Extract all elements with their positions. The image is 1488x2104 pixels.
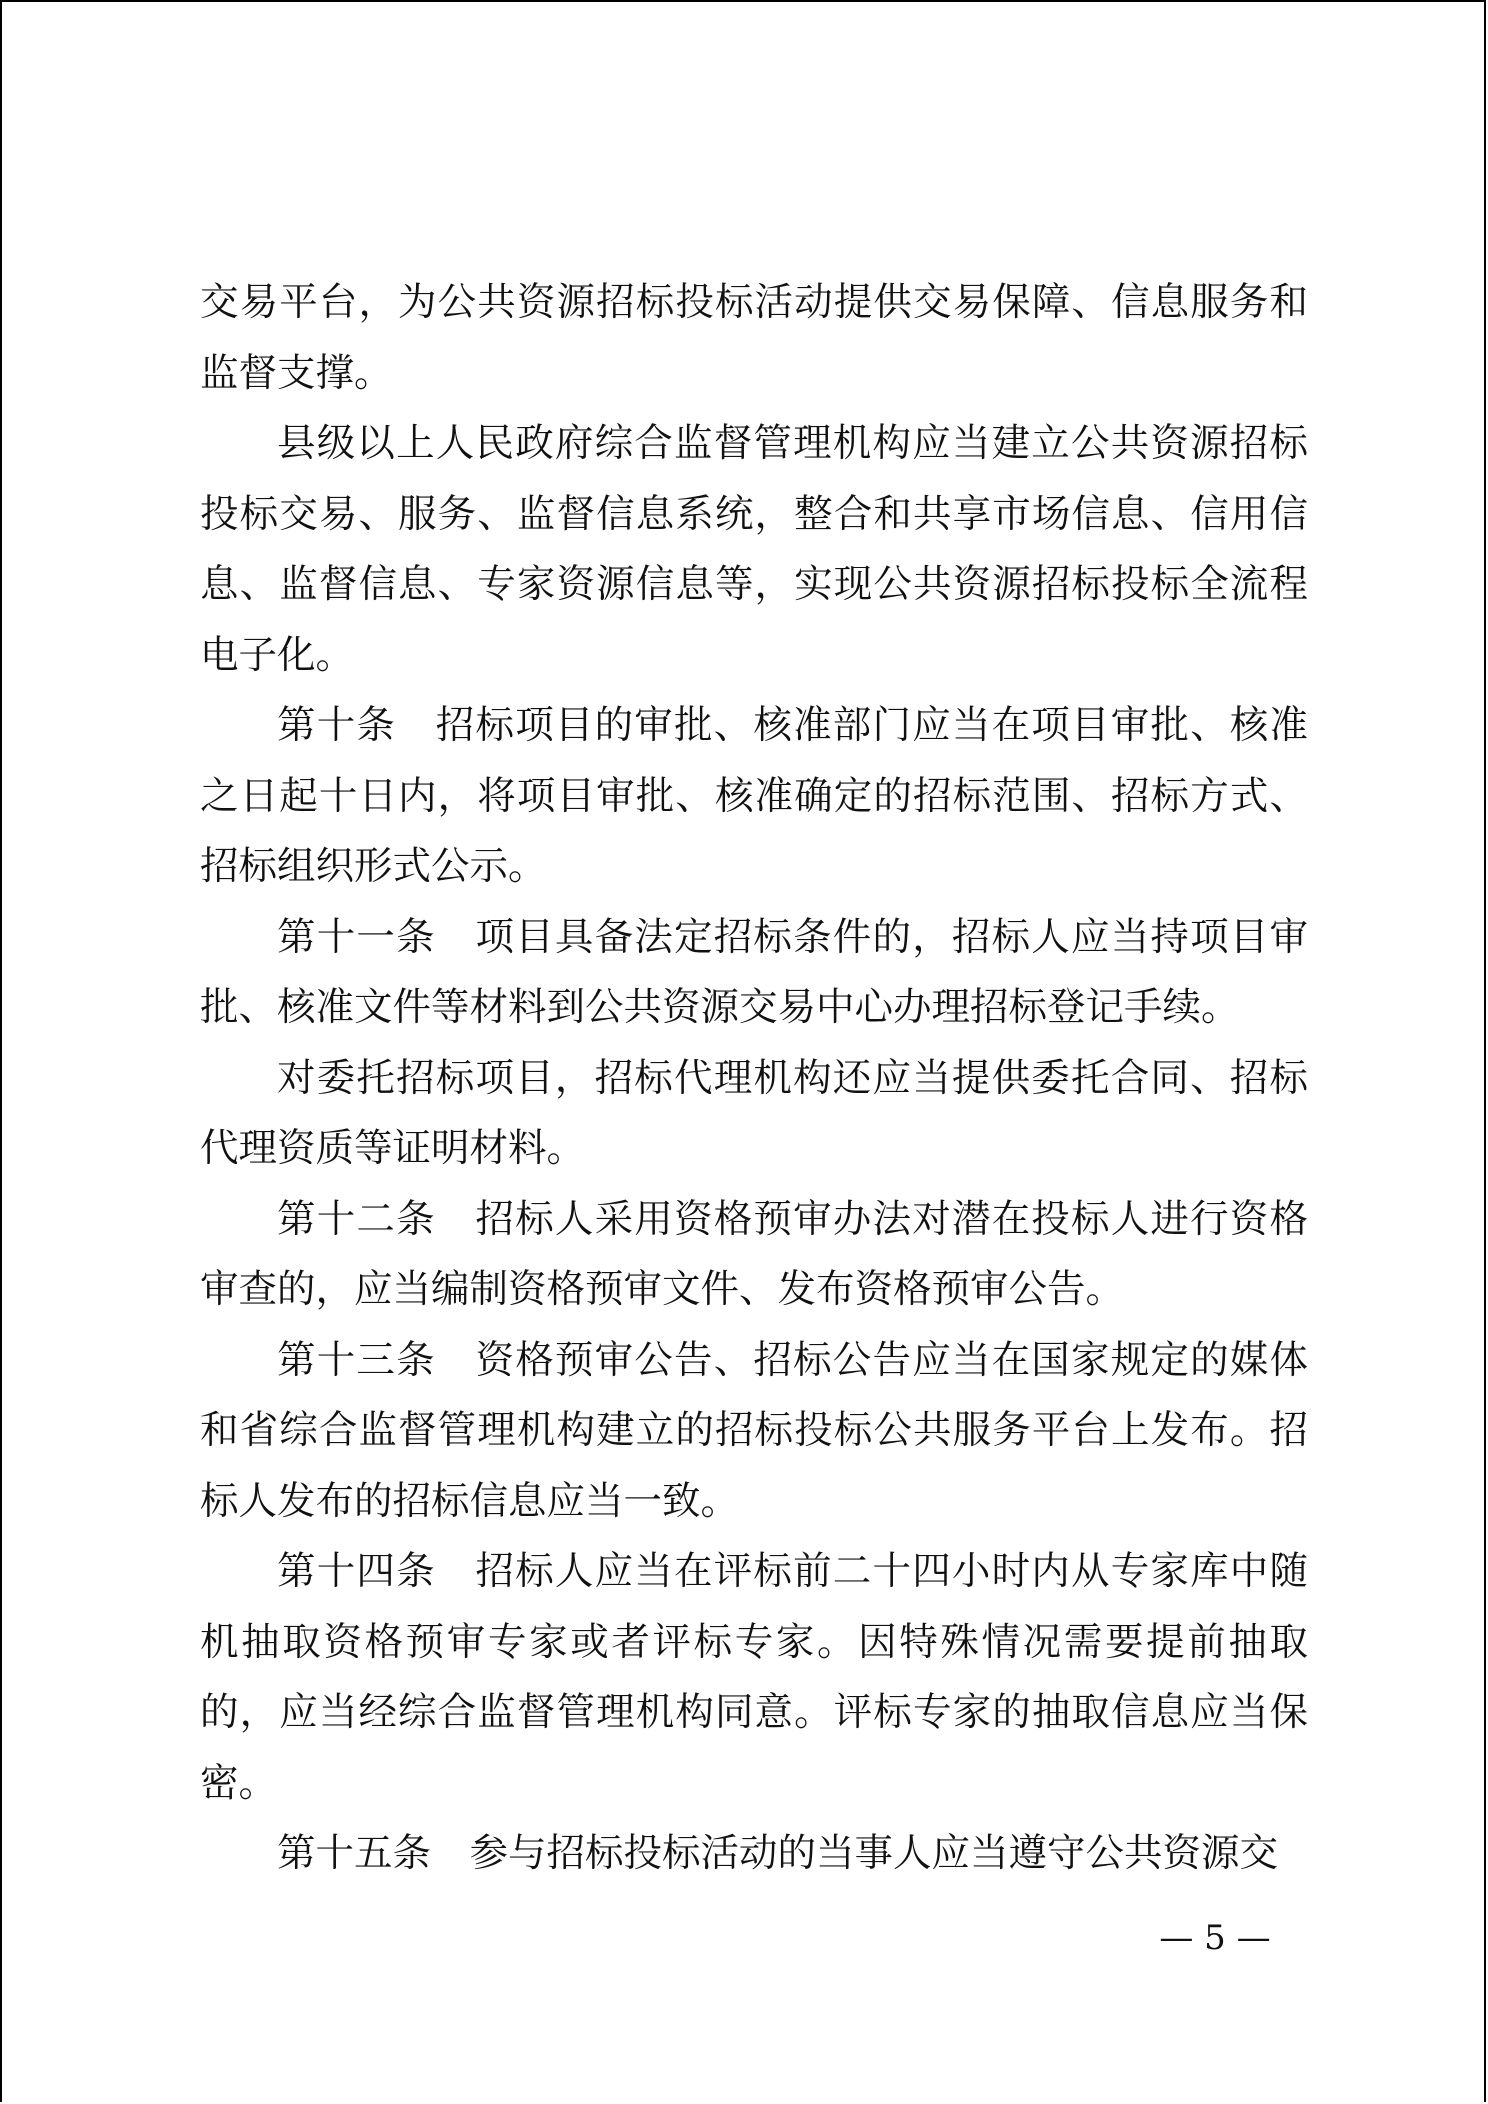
paragraph-article-11: 第十一条 项目具备法定招标条件的，招标人应当持项目审批、核准文件等材料到公共资源交易中心办理招标登记手续。	[200, 914, 1308, 1030]
paragraph-article-14: 第十四条 招标人应当在评标前二十四小时内从专家库中随机抽取资格预审专家或者评标专家。因特殊情况需要提前抽取的，应当经综合监督管理机构同意。评标专家的抽取信息应当保密。	[200, 1549, 1308, 1806]
paragraph-article-10: 第十条 招标项目的审批、核准部门应当在项目审批、核准之日起十日内，将项目审批、核准确定的招标范围、招标方式、招标组织形式公示。	[200, 703, 1308, 889]
paragraph-article-13: 第十三条 资格预审公告、招标公告应当在国家规定的媒体和省综合监督管理机构建立的招标投标公共服务平台上发布。招标人发布的招标信息应当一致。	[200, 1337, 1308, 1524]
paragraph-entrusted-tender: 对委托招标项目，招标代理机构还应当提供委托合同、招标代理资质等证明材料。	[200, 1055, 1308, 1171]
paragraph-continuation: 交易平台，为公共资源招标投标活动提供交易保障、信息服务和监督支撑。	[200, 280, 1308, 396]
paragraph-information-system: 县级以上人民政府综合监督管理机构应当建立公共资源招标投标交易、服务、监督信息系统，整合和共享市场信息、信用信息、监督信息、专家资源信息等，实现公共资源招标投标全流程电子化。	[200, 421, 1308, 678]
page-number: — 5 —	[1159, 1918, 1271, 1958]
document-body	[200, 268, 1308, 1890]
paragraph-article-12: 第十二条 招标人采用资格预审办法对潜在投标人进行资格审查的，应当编制资格预审文件、发布资格预审公告。	[200, 1196, 1308, 1312]
paragraph-article-15: 第十五条 参与招标投标活动的当事人应当遵守公共资源交	[277, 1831, 1279, 1876]
